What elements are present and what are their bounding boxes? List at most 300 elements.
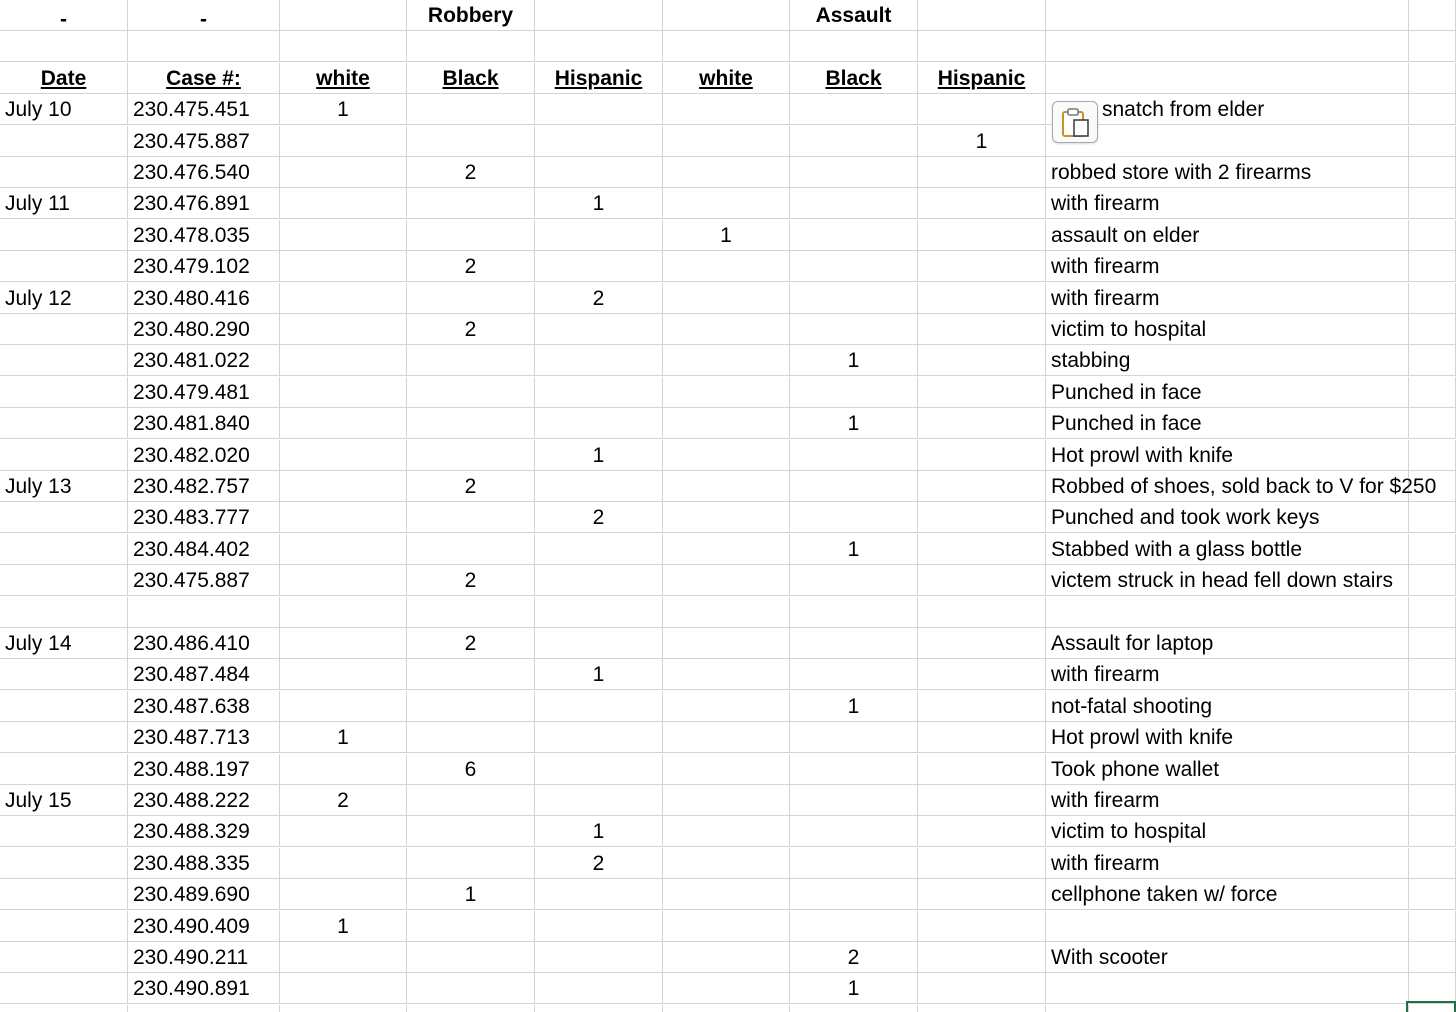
cell-assault-black[interactable]	[790, 816, 918, 847]
cell-assault-black[interactable]	[790, 848, 918, 879]
cell-date[interactable]	[0, 628, 128, 659]
cell-assault-hispanic[interactable]	[918, 534, 1046, 565]
cell-case-number[interactable]	[128, 1005, 280, 1012]
cell-extra[interactable]	[1409, 94, 1456, 125]
cell-date[interactable]	[0, 659, 128, 690]
cell-assault-black[interactable]	[790, 94, 918, 125]
cell-case-number[interactable]	[128, 314, 280, 345]
cell-description[interactable]	[1046, 534, 1409, 565]
cell-assault-black[interactable]	[790, 534, 918, 565]
cell-robbery-hispanic[interactable]	[535, 816, 663, 847]
cell-assault-hispanic[interactable]	[918, 565, 1046, 596]
cell-robbery-white[interactable]	[280, 502, 407, 533]
cell-date[interactable]	[0, 942, 128, 973]
cell-robbery-hispanic[interactable]	[535, 659, 663, 690]
cell-robbery-black[interactable]	[407, 345, 535, 376]
cell-assault-hispanic[interactable]	[918, 314, 1046, 345]
cell-robbery-hispanic[interactable]	[535, 1005, 663, 1012]
cell-extra[interactable]	[1409, 848, 1456, 879]
cell-date[interactable]	[0, 345, 128, 376]
cell-case-number[interactable]	[128, 597, 280, 628]
cell-description[interactable]	[1046, 94, 1409, 125]
cell-case-number[interactable]	[128, 911, 280, 942]
cell-robbery-white[interactable]	[280, 691, 407, 722]
cell-date[interactable]	[0, 408, 128, 439]
cell-assault-white[interactable]	[663, 722, 790, 753]
cell-case-number[interactable]	[128, 94, 280, 125]
cell-assault-hispanic[interactable]	[918, 377, 1046, 408]
paste-options-button[interactable]	[1052, 101, 1098, 143]
cell-robbery-black[interactable]	[407, 471, 535, 502]
cell-assault-white[interactable]	[663, 754, 790, 785]
cell-assault-white[interactable]	[663, 251, 790, 282]
cell-description[interactable]	[1046, 565, 1409, 596]
cell-description[interactable]	[1046, 63, 1409, 94]
cell-robbery-black[interactable]	[407, 31, 535, 62]
cell-description[interactable]	[1046, 377, 1409, 408]
cell-robbery-white[interactable]	[280, 659, 407, 690]
cell-robbery-black[interactable]	[407, 534, 535, 565]
cell-description[interactable]	[1046, 628, 1409, 659]
cell-robbery-hispanic[interactable]	[535, 911, 663, 942]
cell-case-number[interactable]	[128, 345, 280, 376]
cell-assault-hispanic[interactable]	[918, 722, 1046, 753]
cell-extra[interactable]	[1409, 220, 1456, 251]
cell-extra[interactable]	[1409, 942, 1456, 973]
cell-extra[interactable]	[1409, 126, 1456, 157]
cell-assault-hispanic[interactable]	[918, 157, 1046, 188]
cell-robbery-black[interactable]	[407, 440, 535, 471]
cell-date[interactable]	[0, 314, 128, 345]
cell-extra[interactable]	[1409, 251, 1456, 282]
cell-robbery-white[interactable]	[280, 911, 407, 942]
cell-assault-black[interactable]	[790, 502, 918, 533]
cell-assault-black[interactable]	[790, 973, 918, 1004]
cell-robbery-hispanic[interactable]	[535, 314, 663, 345]
cell-robbery-hispanic[interactable]	[535, 63, 663, 94]
cell-robbery-black[interactable]	[407, 502, 535, 533]
cell-description[interactable]	[1046, 942, 1409, 973]
cell-robbery-white[interactable]	[280, 377, 407, 408]
cell-robbery-white[interactable]	[280, 314, 407, 345]
cell-robbery-white[interactable]	[280, 126, 407, 157]
cell-robbery-white[interactable]	[280, 188, 407, 219]
cell-case-number[interactable]	[128, 63, 280, 94]
cell-case-number[interactable]	[128, 188, 280, 219]
cell-robbery-hispanic[interactable]	[535, 502, 663, 533]
cell-assault-hispanic[interactable]	[918, 502, 1046, 533]
cell-robbery-black[interactable]	[407, 722, 535, 753]
cell-description[interactable]	[1046, 848, 1409, 879]
cell-robbery-hispanic[interactable]	[535, 440, 663, 471]
cell-case-number[interactable]	[128, 565, 280, 596]
cell-robbery-black[interactable]	[407, 879, 535, 910]
cell-case-number[interactable]	[128, 283, 280, 314]
cell-robbery-white[interactable]	[280, 628, 407, 659]
cell-assault-black[interactable]	[790, 628, 918, 659]
cell-description[interactable]	[1046, 126, 1409, 157]
cell-assault-hispanic[interactable]	[918, 440, 1046, 471]
cell-date[interactable]	[0, 283, 128, 314]
cell-case-number[interactable]	[128, 157, 280, 188]
cell-assault-black[interactable]	[790, 283, 918, 314]
cell-assault-hispanic[interactable]	[918, 659, 1046, 690]
cell-extra[interactable]	[1409, 565, 1456, 596]
cell-assault-hispanic[interactable]	[918, 188, 1046, 219]
cell-robbery-white[interactable]	[280, 879, 407, 910]
cell-assault-black[interactable]	[790, 188, 918, 219]
cell-robbery-white[interactable]	[280, 942, 407, 973]
cell-assault-white[interactable]	[663, 283, 790, 314]
cell-robbery-hispanic[interactable]	[535, 345, 663, 376]
cell-assault-white[interactable]	[663, 63, 790, 94]
cell-case-number[interactable]	[128, 471, 280, 502]
cell-assault-white[interactable]	[663, 942, 790, 973]
cell-robbery-hispanic[interactable]	[535, 785, 663, 816]
cell-case-number[interactable]	[128, 754, 280, 785]
cell-robbery-black[interactable]	[407, 848, 535, 879]
cell-extra[interactable]	[1409, 440, 1456, 471]
cell-assault-black[interactable]	[790, 565, 918, 596]
cell-case-number[interactable]	[128, 785, 280, 816]
cell-robbery-white[interactable]	[280, 848, 407, 879]
cell-robbery-white[interactable]	[280, 534, 407, 565]
cell-assault-white[interactable]	[663, 471, 790, 502]
cell-robbery-black[interactable]	[407, 408, 535, 439]
cell-date[interactable]	[0, 63, 128, 94]
cell-date[interactable]	[0, 534, 128, 565]
cell-assault-white[interactable]	[663, 848, 790, 879]
cell-robbery-hispanic[interactable]	[535, 283, 663, 314]
cell-extra[interactable]	[1409, 502, 1456, 533]
cell-robbery-black[interactable]	[407, 628, 535, 659]
cell-assault-black[interactable]	[790, 345, 918, 376]
cell-extra[interactable]	[1409, 597, 1456, 628]
cell-extra[interactable]	[1409, 816, 1456, 847]
cell-description[interactable]	[1046, 502, 1409, 533]
cell-robbery-black[interactable]	[407, 126, 535, 157]
cell-robbery-black[interactable]	[407, 377, 535, 408]
cell-robbery-black[interactable]	[407, 691, 535, 722]
cell-extra[interactable]	[1409, 973, 1456, 1004]
cell-description[interactable]	[1046, 283, 1409, 314]
cell-robbery-hispanic[interactable]	[535, 408, 663, 439]
cell-assault-hispanic[interactable]	[918, 973, 1046, 1004]
cell-robbery-white[interactable]	[280, 471, 407, 502]
cell-assault-black[interactable]	[790, 251, 918, 282]
cell-extra[interactable]	[1409, 754, 1456, 785]
cell-date[interactable]	[0, 691, 128, 722]
cell-extra[interactable]	[1409, 188, 1456, 219]
cell-assault-hispanic[interactable]	[918, 1005, 1046, 1012]
cell-assault-hispanic[interactable]	[918, 31, 1046, 62]
cell-description[interactable]	[1046, 911, 1409, 942]
cell-robbery-hispanic[interactable]	[535, 126, 663, 157]
cell-extra[interactable]	[1409, 0, 1456, 31]
cell-case-number[interactable]	[128, 126, 280, 157]
cell-description[interactable]	[1046, 785, 1409, 816]
cell-robbery-black[interactable]	[407, 816, 535, 847]
cell-assault-white[interactable]	[663, 126, 790, 157]
cell-assault-black[interactable]	[790, 942, 918, 973]
cell-robbery-black[interactable]	[407, 0, 535, 31]
cell-robbery-black[interactable]	[407, 63, 535, 94]
cell-assault-black[interactable]	[790, 471, 918, 502]
cell-description[interactable]	[1046, 251, 1409, 282]
cell-robbery-black[interactable]	[407, 973, 535, 1004]
cell-extra[interactable]	[1409, 314, 1456, 345]
cell-date[interactable]	[0, 377, 128, 408]
cell-assault-hispanic[interactable]	[918, 471, 1046, 502]
cell-assault-black[interactable]	[790, 0, 918, 31]
cell-case-number[interactable]	[128, 534, 280, 565]
cell-case-number[interactable]	[128, 0, 280, 31]
cell-extra[interactable]	[1409, 879, 1456, 910]
cell-robbery-hispanic[interactable]	[535, 31, 663, 62]
cell-assault-hispanic[interactable]	[918, 63, 1046, 94]
cell-assault-white[interactable]	[663, 440, 790, 471]
cell-extra[interactable]	[1409, 911, 1456, 942]
cell-description[interactable]	[1046, 659, 1409, 690]
cell-robbery-black[interactable]	[407, 157, 535, 188]
cell-robbery-hispanic[interactable]	[535, 879, 663, 910]
cell-robbery-black[interactable]	[407, 911, 535, 942]
cell-robbery-hispanic[interactable]	[535, 157, 663, 188]
cell-extra[interactable]	[1409, 534, 1456, 565]
cell-date[interactable]	[0, 220, 128, 251]
cell-robbery-black[interactable]	[407, 188, 535, 219]
cell-robbery-black[interactable]	[407, 754, 535, 785]
cell-robbery-white[interactable]	[280, 283, 407, 314]
cell-robbery-white[interactable]	[280, 1005, 407, 1012]
cell-extra[interactable]	[1409, 691, 1456, 722]
cell-description[interactable]	[1046, 188, 1409, 219]
cell-robbery-black[interactable]	[407, 659, 535, 690]
cell-robbery-hispanic[interactable]	[535, 754, 663, 785]
cell-robbery-white[interactable]	[280, 785, 407, 816]
cell-date[interactable]	[0, 816, 128, 847]
cell-robbery-hispanic[interactable]	[535, 534, 663, 565]
cell-assault-hispanic[interactable]	[918, 691, 1046, 722]
cell-assault-hispanic[interactable]	[918, 408, 1046, 439]
cell-robbery-white[interactable]	[280, 754, 407, 785]
cell-extra[interactable]	[1409, 31, 1456, 62]
cell-assault-white[interactable]	[663, 597, 790, 628]
cell-robbery-black[interactable]	[407, 314, 535, 345]
cell-assault-white[interactable]	[663, 157, 790, 188]
cell-assault-black[interactable]	[790, 691, 918, 722]
cell-assault-black[interactable]	[790, 1005, 918, 1012]
cell-date[interactable]	[0, 188, 128, 219]
cell-case-number[interactable]	[128, 848, 280, 879]
cell-assault-white[interactable]	[663, 816, 790, 847]
cell-robbery-white[interactable]	[280, 408, 407, 439]
cell-assault-white[interactable]	[663, 502, 790, 533]
cell-date[interactable]	[0, 754, 128, 785]
cell-robbery-hispanic[interactable]	[535, 377, 663, 408]
cell-robbery-hispanic[interactable]	[535, 0, 663, 31]
cell-assault-hispanic[interactable]	[918, 0, 1046, 31]
cell-assault-black[interactable]	[790, 63, 918, 94]
cell-case-number[interactable]	[128, 659, 280, 690]
cell-robbery-hispanic[interactable]	[535, 188, 663, 219]
cell-date[interactable]	[0, 126, 128, 157]
cell-description[interactable]	[1046, 314, 1409, 345]
cell-case-number[interactable]	[128, 722, 280, 753]
cell-date[interactable]	[0, 1005, 128, 1012]
cell-description[interactable]	[1046, 471, 1437, 502]
cell-assault-white[interactable]	[663, 314, 790, 345]
cell-assault-white[interactable]	[663, 408, 790, 439]
cell-robbery-hispanic[interactable]	[535, 942, 663, 973]
cell-assault-black[interactable]	[790, 911, 918, 942]
cell-date[interactable]	[0, 502, 128, 533]
cell-date[interactable]	[0, 722, 128, 753]
cell-description[interactable]	[1046, 973, 1409, 1004]
cell-assault-black[interactable]	[790, 597, 918, 628]
cell-assault-hispanic[interactable]	[918, 911, 1046, 942]
cell-assault-black[interactable]	[790, 31, 918, 62]
cell-robbery-hispanic[interactable]	[535, 220, 663, 251]
cell-assault-white[interactable]	[663, 31, 790, 62]
cell-assault-hispanic[interactable]	[918, 220, 1046, 251]
cell-assault-hispanic[interactable]	[918, 754, 1046, 785]
cell-robbery-black[interactable]	[407, 942, 535, 973]
cell-robbery-black[interactable]	[407, 283, 535, 314]
cell-case-number[interactable]	[128, 879, 280, 910]
cell-description[interactable]	[1046, 754, 1409, 785]
cell-robbery-white[interactable]	[280, 0, 407, 31]
cell-assault-hispanic[interactable]	[918, 126, 1046, 157]
cell-assault-black[interactable]	[790, 722, 918, 753]
cell-extra[interactable]	[1409, 157, 1456, 188]
cell-date[interactable]	[0, 94, 128, 125]
cell-assault-white[interactable]	[663, 785, 790, 816]
cell-extra[interactable]	[1409, 345, 1456, 376]
cell-assault-hispanic[interactable]	[918, 283, 1046, 314]
cell-assault-black[interactable]	[790, 220, 918, 251]
cell-robbery-white[interactable]	[280, 816, 407, 847]
cell-assault-hispanic[interactable]	[918, 94, 1046, 125]
cell-assault-white[interactable]	[663, 188, 790, 219]
cell-assault-white[interactable]	[663, 911, 790, 942]
cell-date[interactable]	[0, 0, 128, 31]
cell-extra[interactable]	[1409, 628, 1456, 659]
cell-description[interactable]	[1046, 722, 1409, 753]
cell-assault-white[interactable]	[663, 345, 790, 376]
cell-robbery-black[interactable]	[407, 785, 535, 816]
cell-robbery-black[interactable]	[407, 565, 535, 596]
cell-case-number[interactable]	[128, 220, 280, 251]
cell-robbery-white[interactable]	[280, 565, 407, 596]
cell-assault-white[interactable]	[663, 220, 790, 251]
cell-robbery-hispanic[interactable]	[535, 471, 663, 502]
cell-robbery-hispanic[interactable]	[535, 691, 663, 722]
cell-assault-white[interactable]	[663, 0, 790, 31]
cell-robbery-hispanic[interactable]	[535, 722, 663, 753]
cell-description[interactable]	[1046, 345, 1409, 376]
cell-robbery-white[interactable]	[280, 973, 407, 1004]
cell-assault-black[interactable]	[790, 314, 918, 345]
cell-robbery-black[interactable]	[407, 597, 535, 628]
cell-description[interactable]	[1046, 816, 1409, 847]
cell-assault-white[interactable]	[663, 628, 790, 659]
cell-case-number[interactable]	[128, 440, 280, 471]
cell-date[interactable]	[0, 848, 128, 879]
cell-robbery-hispanic[interactable]	[535, 973, 663, 1004]
cell-assault-black[interactable]	[790, 754, 918, 785]
cell-description[interactable]	[1046, 879, 1409, 910]
cell-date[interactable]	[0, 31, 128, 62]
cell-description[interactable]	[1046, 440, 1409, 471]
cell-description[interactable]	[1046, 0, 1409, 31]
cell-assault-white[interactable]	[663, 94, 790, 125]
cell-description[interactable]	[1046, 408, 1409, 439]
cell-date[interactable]	[0, 251, 128, 282]
cell-assault-white[interactable]	[663, 879, 790, 910]
cell-extra[interactable]	[1409, 659, 1456, 690]
cell-assault-hispanic[interactable]	[918, 345, 1046, 376]
cell-description[interactable]	[1046, 597, 1409, 628]
cell-robbery-white[interactable]	[280, 440, 407, 471]
cell-case-number[interactable]	[128, 942, 280, 973]
cell-robbery-hispanic[interactable]	[535, 848, 663, 879]
cell-assault-hispanic[interactable]	[918, 816, 1046, 847]
cell-assault-hispanic[interactable]	[918, 597, 1046, 628]
cell-assault-white[interactable]	[663, 973, 790, 1004]
cell-robbery-white[interactable]	[280, 31, 407, 62]
cell-date[interactable]	[0, 157, 128, 188]
cell-assault-black[interactable]	[790, 659, 918, 690]
cell-robbery-white[interactable]	[280, 157, 407, 188]
cell-case-number[interactable]	[128, 502, 280, 533]
cell-assault-white[interactable]	[663, 1005, 790, 1012]
cell-assault-black[interactable]	[790, 440, 918, 471]
cell-extra[interactable]	[1409, 377, 1456, 408]
cell-case-number[interactable]	[128, 377, 280, 408]
cell-case-number[interactable]	[128, 973, 280, 1004]
cell-robbery-white[interactable]	[280, 722, 407, 753]
cell-extra[interactable]	[1409, 722, 1456, 753]
cell-robbery-hispanic[interactable]	[535, 628, 663, 659]
cell-description[interactable]	[1046, 691, 1409, 722]
cell-date[interactable]	[0, 471, 128, 502]
cell-date[interactable]	[0, 973, 128, 1004]
cell-description[interactable]	[1046, 1005, 1409, 1012]
cell-assault-white[interactable]	[663, 659, 790, 690]
cell-case-number[interactable]	[128, 408, 280, 439]
cell-assault-white[interactable]	[663, 534, 790, 565]
cell-assault-white[interactable]	[663, 691, 790, 722]
cell-robbery-white[interactable]	[280, 220, 407, 251]
cell-assault-hispanic[interactable]	[918, 628, 1046, 659]
cell-assault-black[interactable]	[790, 785, 918, 816]
cell-assault-white[interactable]	[663, 377, 790, 408]
cell-date[interactable]	[0, 565, 128, 596]
cell-robbery-white[interactable]	[280, 63, 407, 94]
cell-description[interactable]	[1046, 220, 1409, 251]
cell-extra[interactable]	[1409, 408, 1456, 439]
cell-assault-hispanic[interactable]	[918, 785, 1046, 816]
cell-robbery-black[interactable]	[407, 94, 535, 125]
cell-assault-hispanic[interactable]	[918, 251, 1046, 282]
cell-robbery-white[interactable]	[280, 345, 407, 376]
cell-robbery-hispanic[interactable]	[535, 565, 663, 596]
cell-description[interactable]	[1046, 157, 1409, 188]
cell-assault-black[interactable]	[790, 126, 918, 157]
cell-date[interactable]	[0, 597, 128, 628]
cell-assault-black[interactable]	[790, 377, 918, 408]
